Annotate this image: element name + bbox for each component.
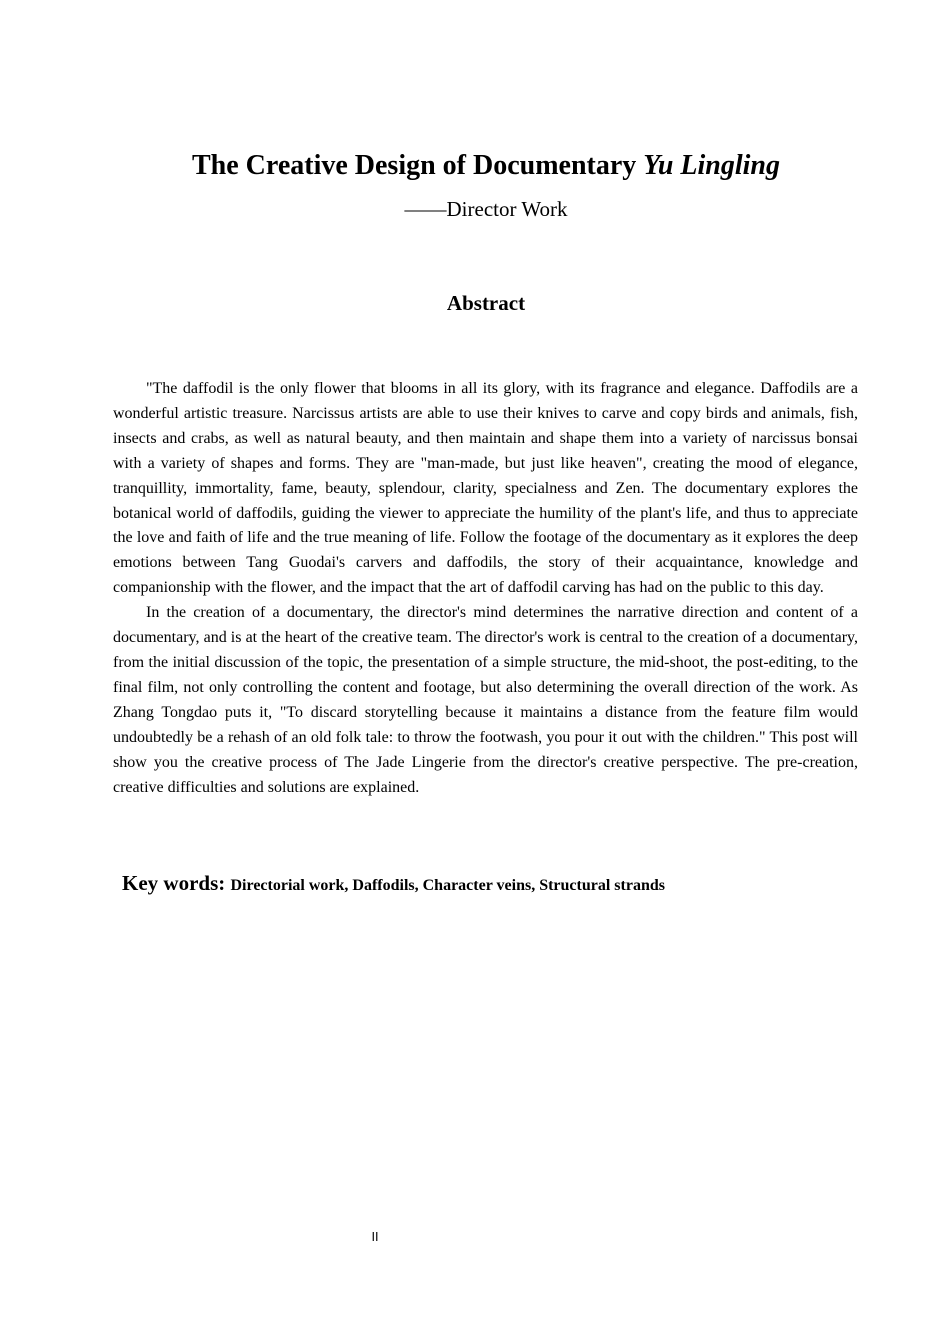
keywords-line [122, 871, 862, 896]
keywords-list: Directorial work, Daffodils, Character veins, Structural strands [230, 877, 665, 894]
document-subtitle: ——Director Work [404, 197, 568, 221]
document-title [0, 146, 950, 186]
title-main-text: The Creative Design of Documentary [192, 150, 644, 181]
abstract-body [113, 377, 858, 800]
keywords-label: Key words: [122, 871, 231, 895]
abstract-paragraph-2: In the creation of a documentary, the director's mind determines the narrative direction and content of a documentary, and is at the heart of the creative team. The director's work is central to the creation of a documentary, from the initial discussion of the topic, the presentation of a simple structure, the mid-shoot, the post-editing, to the final film, not only controlling the content and footage, but also determining the overall direction of the work. As Zhang Tongdao puts it, "To discard storytelling because it maintains a distance from the feature film would undoubtedly be a rehash of an old folk tale: to throw the footwash, you pour it out with the children." This post will show you the creative process of The Jade Lingerie from the director's creative perspective. The pre-creation, creative difficulties and solutions are explained. [113, 604, 858, 796]
page-number: II [371, 1230, 379, 1244]
abstract-paragraph-1: "The daffodil is the only flower that blooms in all its glory, with its fragrance and elegance. Daffodils are a wonderful artistic treasure. Narcissus artists are able to use their knives to carve and copy birds and animals, fish, insects and crabs, as well as natural beauty, and then maintain and shape them into a variety of narcissus bonsai with a variety of shapes and forms. They are "man-made, but just like heaven", creating the mood of elegance, tranquillity, immortality, fame, beauty, splendour, clarity, specialness and Zen. The documentary explores the botanical world of daffodils, guiding the viewer to appreciate the humility of the plant's life, and thus to appreciate the love and faith of life and the true meaning of life. Follow the footage of the documentary as it explores the deep emotions between Tang Guodai's carvers and daffodils, the story of their acquaintance, knowledge and companionship with the flower, and the impact that the art of daffodil carving has had on the public to this day. [113, 380, 858, 597]
abstract-heading: Abstract [446, 291, 526, 315]
title-italic-text: Yu Lingling [643, 150, 780, 181]
